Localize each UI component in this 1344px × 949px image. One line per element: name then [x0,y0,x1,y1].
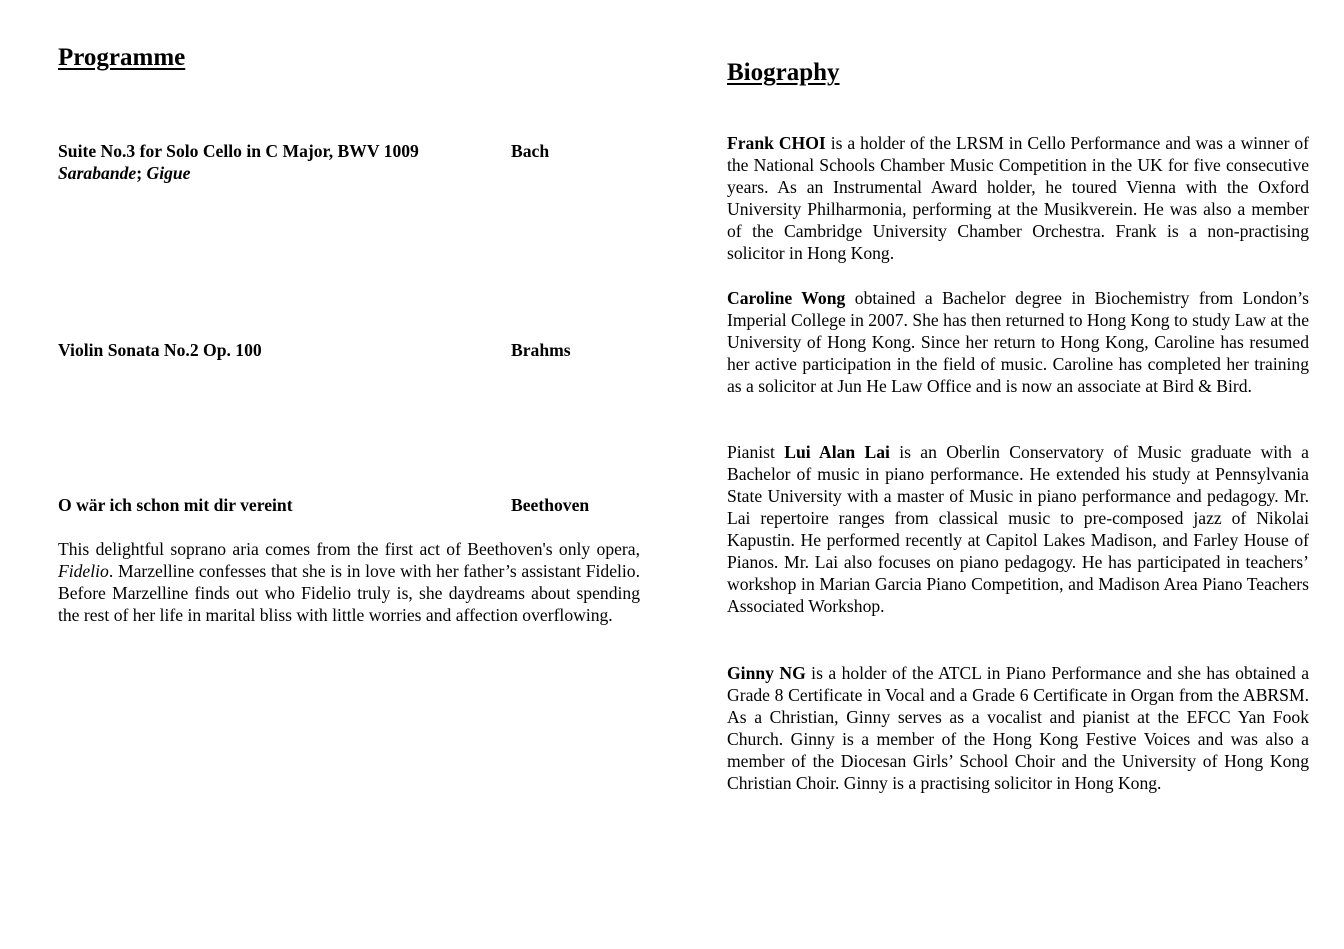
bio-prefix: Pianist [727,442,785,462]
aria-description-part1: This delightful soprano aria comes from the first act of Beethoven's only opera, [58,539,640,559]
bio-ginny-ng [727,662,1309,794]
programme-heading: Programme [58,44,186,71]
piece-composer: Brahms [511,340,571,360]
opera-title: Fidelio [58,561,109,581]
movement-gigue: Gigue [146,163,191,183]
aria-description [58,538,640,626]
programme-piece [58,140,640,184]
bio-name: Ginny NG [727,663,806,683]
programme-piece [58,494,640,516]
bio-frank-choi [727,132,1309,264]
movement-separator: ; [136,163,147,183]
bio-lui-alan-lai [727,441,1309,617]
piece-composer: Bach [511,141,550,161]
piece-title: O wär ich schon mit dir vereint [58,495,293,515]
biography-heading: Biography [727,59,840,86]
piece-movements [58,162,640,184]
piece-composer: Beethoven [511,495,590,515]
bio-text: obtained a Bachelor degree in Biochemistry from London’s Imperial College in 2007. She has then returned to Hong Kong to study Law at the University of Hong Kong. Since her return to Hong Kong, Caroline has resumed her active participation in the field of music. Caroline has completed her training as a solicitor at Jun He Law Office and is now an associate at Bird & Bird. [727,288,1310,396]
piece-title: Violin Sonata No.2 Op. 100 [58,340,262,360]
bio-name: Caroline Wong [727,288,846,308]
aria-description-part2: . Marzelline confesses that she is in love with her father’s assistant Fidelio. Before Marzelline finds out who Fidelio truly is, she daydreams about spending the rest of her life in marital bliss with little worries and affection overflowing. [58,561,640,625]
movement-sarabande: Sarabande [58,163,137,183]
bio-text: is a holder of the LRSM in Cello Performance and was a winner of the National Schools Chamber Music Competition in the UK for five consecutive years. As an Instrumental Award holder, he toured Vienna with the Oxford University Philharmonia, performing at the Musikverein. He was also a member of the Cambridge University Chamber Orchestra. Frank is a non-practising solicitor in Hong Kong. [727,133,1310,263]
piece-title: Suite No.3 for Solo Cello in C Major, BWV 1009 [58,141,419,161]
bio-name: Frank CHOI [727,133,826,153]
bio-text: is a holder of the ATCL in Piano Performance and she has obtained a Grade 8 Certificate in Vocal and a Grade 6 Certificate in Organ from the ABRSM. As a Christian, Ginny serves as a vocalist and pianist at the EFCC Yan Fook Church. Ginny is a member of the Hong Kong Festive Voices and was also a member of the Diocesan Girls’ School Choir and the University of Hong Kong Christian Choir. Ginny is a practising solicitor in Hong Kong. [727,663,1309,793]
bio-text: is an Oberlin Conservatory of Music graduate with a Bachelor of music in piano performance. He extended his study at Pennsylvania State University with a master of Music in piano performance and pedagogy. Mr. Lai repertoire ranges from classical music to pre-composed jazz of Nikolai Kapustin. He performed recently at Capitol Lakes Madison, and Farley House of Pianos. Mr. Lai also focuses on piano pedagogy. He has participated in teachers’ workshop in Marian Garcia Piano Competition, and Madison Area Piano Teachers Associated Workshop. [727,442,1309,616]
bio-caroline-wong [727,287,1309,397]
programme-piece [58,339,640,361]
bio-name: Lui Alan Lai [784,442,890,462]
